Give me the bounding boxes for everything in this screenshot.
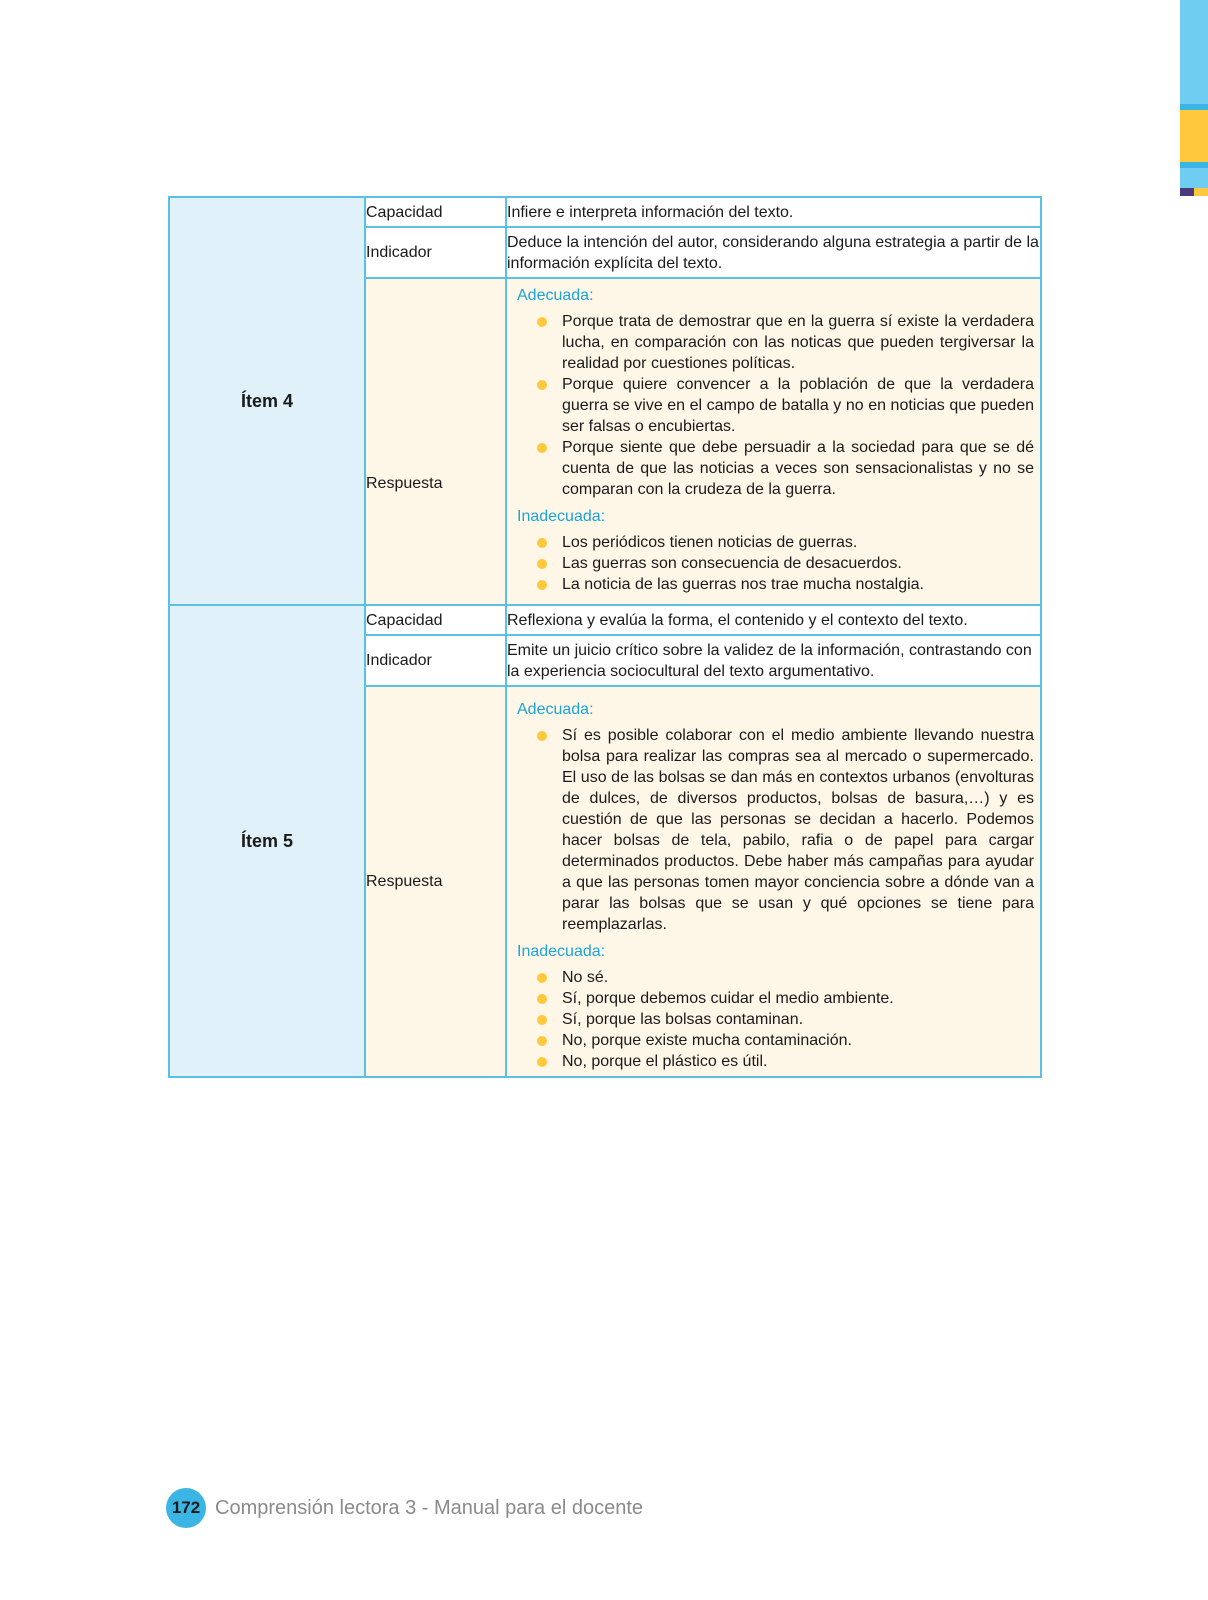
page-number-badge: 172 <box>166 1488 206 1528</box>
item-5-capacidad-label: Capacidad <box>365 605 506 635</box>
bullet-icon <box>537 994 547 1004</box>
item-5-indicador-label: Indicador <box>365 635 506 686</box>
list-item: Los periódicos tienen noticias de guerras. <box>517 532 1034 553</box>
item-5-respuesta-content <box>506 686 1041 1077</box>
list-item: No, porque el plástico es útil. <box>517 1051 1034 1072</box>
item-4-title: Ítem 4 <box>169 197 365 605</box>
item-5-inadecuada-heading: Inadecuada: <box>517 943 606 960</box>
item-5-capacidad-row <box>169 605 1041 635</box>
bullet-icon <box>537 380 547 390</box>
item-4-capacidad-text: Infiere e interpreta información del texto. <box>506 197 1041 227</box>
item-4-capacidad-row <box>169 197 1041 227</box>
item-4-inadecuada-heading: Inadecuada: <box>517 508 606 525</box>
list-item: Porque quiere convencer a la población de que la verdadera guerra se vive en el campo de batalla y no en noticias que pueden ser falsas o encubiertas. <box>517 374 1034 437</box>
rubric-table <box>168 196 1042 1078</box>
item-4-indicador-label: Indicador <box>365 227 506 278</box>
item-4-capacidad-label: Capacidad <box>365 197 506 227</box>
list-item: Sí, porque las bolsas contaminan. <box>517 1009 1034 1030</box>
bullet-icon <box>537 317 547 327</box>
list-item: La noticia de las guerras nos trae mucha nostalgia. <box>517 574 1034 595</box>
bullet-icon <box>537 559 547 569</box>
bullet-icon <box>537 1036 547 1046</box>
bullet-icon <box>537 443 547 453</box>
page-footer <box>166 1488 643 1528</box>
bullet-icon <box>537 538 547 548</box>
list-item: Las guerras son consecuencia de desacuerdos. <box>517 553 1034 574</box>
list-item: Porque siente que debe persuadir a la sociedad para que se dé cuenta de que las noticias a veces son sensacionalistas y no se comparan con la crudeza de la guerra. <box>517 437 1034 500</box>
bullet-icon <box>537 973 547 983</box>
bullet-icon <box>537 1057 547 1067</box>
list-item: No sé. <box>517 967 1034 988</box>
list-item: Sí, porque debemos cuidar el medio ambiente. <box>517 988 1034 1009</box>
list-item: No, porque existe mucha contaminación. <box>517 1030 1034 1051</box>
book-title: Comprensión lectora 3 - Manual para el docente <box>215 1496 644 1519</box>
bullet-icon <box>537 1015 547 1025</box>
bullet-icon <box>537 580 547 590</box>
list-item: Porque trata de demostrar que en la guerra sí existe la verdadera lucha, en comparación con las noticas que pueden tergiversar la realidad por cuestiones políticas. <box>517 311 1034 374</box>
item-4-indicador-text: Deduce la intención del autor, considerando alguna estrategia a partir de la información explícita del texto. <box>506 227 1041 278</box>
item-5-adecuada-heading: Adecuada: <box>517 701 594 718</box>
item-5-title: Ítem 5 <box>169 605 365 1077</box>
item-5-indicador-text: Emite un juicio crítico sobre la validez de la información, contrastando con la experiencia sociocultural del texto argumentativo. <box>506 635 1041 686</box>
item-5-capacidad-text: Reflexiona y evalúa la forma, el contenido y el contexto del texto. <box>506 605 1041 635</box>
item-4-respuesta-content <box>506 278 1041 605</box>
list-item: Sí es posible colaborar con el medio ambiente llevando nuestra bolsa para realizar las compras sea al mercado o supermercado. El uso de las bolsas se dan más en contextos urbanos (envolturas de dulces, de diversos productos, bolsas de basura,…) y es cuestión de que las personas se decidan a hacerlo. Podemos hacer bolsas de tela, pabilo, rafia o de papel para cargar determinados productos. Debe haber más campañas para ayudar a que las personas tomen mayor conciencia sobre a dónde van a parar las bolsas que se usan y qué opciones se tiene para reemplazarlas. <box>517 725 1034 935</box>
item-4-respuesta-label: Respuesta <box>365 278 506 605</box>
item-4-adecuada-list <box>517 311 1034 500</box>
edge-color-tabs <box>1180 0 1208 200</box>
item-5-inadecuada-list <box>517 967 1034 1072</box>
item-5-adecuada-list <box>517 725 1034 935</box>
item-5-respuesta-label: Respuesta <box>365 686 506 1077</box>
bullet-icon <box>537 731 547 741</box>
item-4-inadecuada-list <box>517 532 1034 595</box>
item-4-adecuada-heading: Adecuada: <box>517 287 594 304</box>
